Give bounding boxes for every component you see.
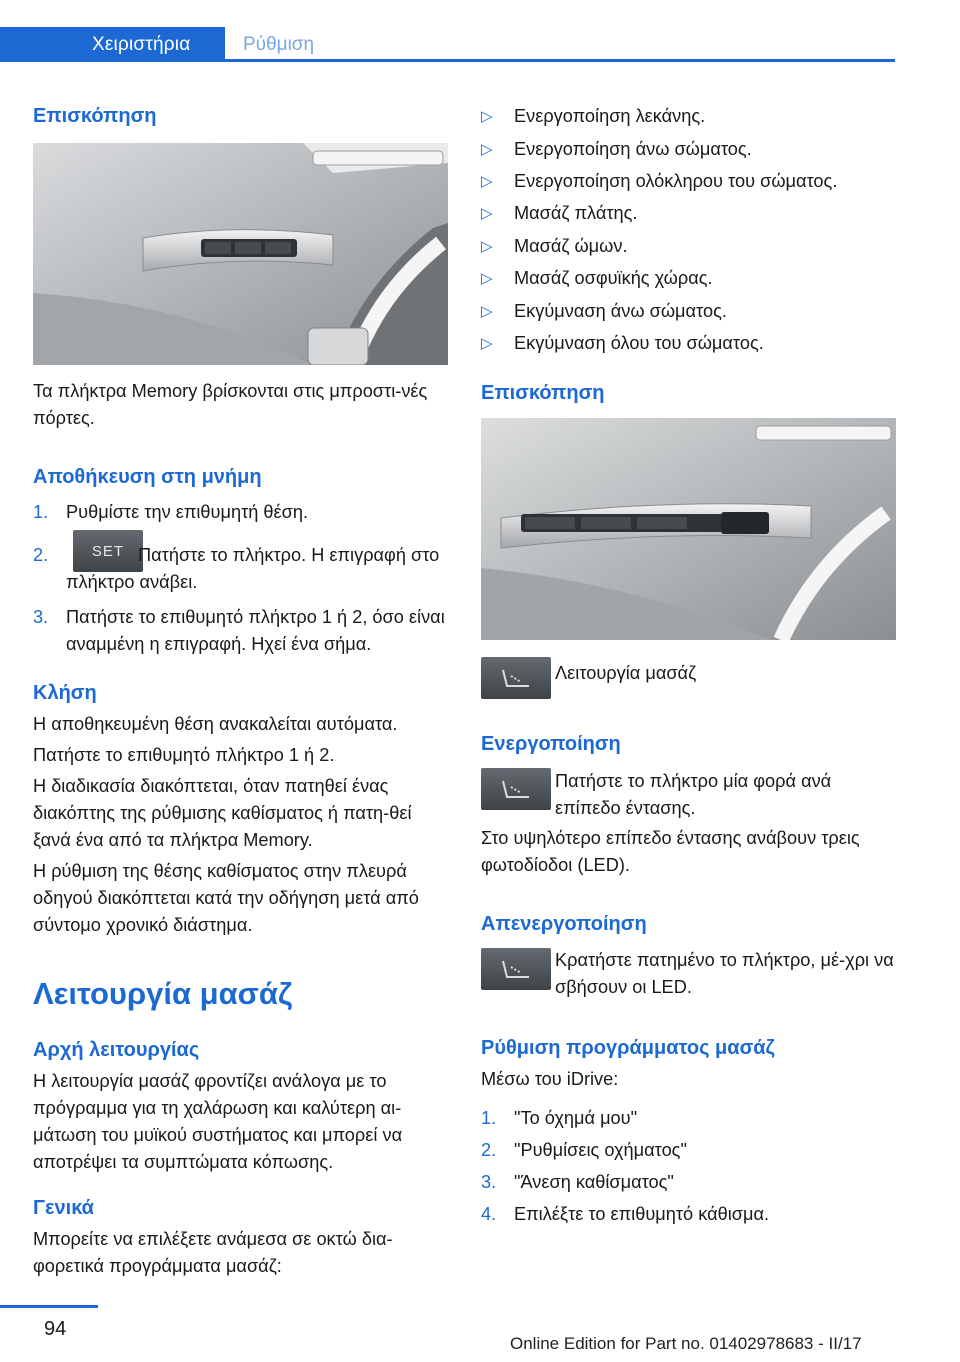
triangle-bullet-icon: ▷ xyxy=(481,205,493,222)
paragraph: Η ρύθμιση της θέσης καθίσματος στην πλευρά οδηγού διακόπτεται κατά την οδήγηση μετά από σύντομο χρονικό διάστημα. xyxy=(33,861,419,935)
list-text: Εκγύμναση άνω σώματος. xyxy=(514,301,727,321)
list-text: "Άνεση καθίσματος" xyxy=(514,1172,674,1192)
paragraph: Στο υψηλότερο επίπεδο έντασης ανάβουν τρεις φωτοδίοδοι (LED). xyxy=(481,828,860,875)
edition-note: Online Edition for Part no. 01402978683 - II/17 xyxy=(510,1334,862,1353)
triangle-bullet-icon: ▷ xyxy=(481,173,493,190)
paragraph: Πατήστε το πλήκτρο μία φορά ανά επίπεδο έντασης. xyxy=(555,771,832,818)
list-number: 1. xyxy=(481,1108,497,1128)
list-number: 1. xyxy=(33,502,49,522)
photo-caption: Τα πλήκτρα Memory βρίσκονται στις μπροστι‐νές πόρτες. xyxy=(33,381,428,428)
massage-icon xyxy=(481,657,551,699)
triangle-bullet-icon: ▷ xyxy=(481,303,493,320)
massage-icon xyxy=(481,948,551,990)
list-text: Ενεργοποίηση ολόκληρου του σώματος. xyxy=(514,171,838,191)
section-title-overview: Επισκόπηση xyxy=(33,105,157,127)
section-title-store: Αποθήκευση στη μνήμη xyxy=(33,466,262,488)
list-text: Ενεργοποίηση άνω σώματος. xyxy=(514,139,752,159)
list-text: Εκγύμναση όλου του σώματος. xyxy=(514,333,764,353)
list-item xyxy=(33,530,448,600)
icon-caption: Λειτουργία μασάζ xyxy=(555,663,697,683)
paragraph: Η αποθηκευμένη θέση ανακαλείται αυτόματα. xyxy=(33,714,398,734)
section-title-program: Ρύθμιση προγράμματος μασάζ xyxy=(481,1037,775,1059)
list-text: Ενεργοποίηση λεκάνης. xyxy=(514,106,706,126)
list-text: Επιλέξτε το επιθυμητό κάθισμα. xyxy=(514,1204,770,1224)
paragraph: Μπορείτε να επιλέξετε ανάμεσα σε οκτώ δια‐φορετικά προγράμματα μασάζ: xyxy=(33,1229,393,1276)
section-title-deactivate: Απενεργοποίηση xyxy=(481,913,647,935)
header-rule xyxy=(0,59,895,62)
paragraph: Πατήστε το επιθυμητό πλήκτρο 1 ή 2. xyxy=(33,745,335,765)
list-number: 4. xyxy=(481,1204,497,1224)
section-title-recall: Κλήση xyxy=(33,682,97,704)
tab-settings[interactable]: Ρύθμιση xyxy=(243,34,315,55)
paragraph: Μέσω του iDrive: xyxy=(481,1069,619,1089)
tab-controls[interactable]: Χειριστήρια xyxy=(0,27,225,62)
list-text: Πατήστε το επιθυμητό πλήκτρο 1 ή 2, όσο είναι αναμμένη η επιγραφή. Ηχεί ένα σήμα. xyxy=(66,607,445,654)
list-text: Μασάζ ώμων. xyxy=(514,236,628,256)
list-number: 3. xyxy=(481,1172,497,1192)
section-title-activate: Ενεργοποίηση xyxy=(481,733,621,755)
triangle-bullet-icon: ▷ xyxy=(481,335,493,352)
section-title-general: Γενικά xyxy=(33,1197,94,1219)
set-button-label: SET xyxy=(91,542,125,560)
list-number: 2. xyxy=(481,1140,497,1160)
paragraph: Κρατήστε πατημένο το πλήκτρο, μέ‐χρι να σβήσουν οι LED. xyxy=(555,950,894,997)
section-title-principle: Αρχή λειτουργίας xyxy=(33,1039,200,1061)
triangle-bullet-icon: ▷ xyxy=(481,141,493,158)
list-text: "Το όχημά μου" xyxy=(514,1108,638,1128)
list-text: Μασάζ πλάτης. xyxy=(514,203,638,223)
door-massage-button-photo xyxy=(481,418,896,640)
header-tabs xyxy=(0,0,960,62)
triangle-bullet-icon: ▷ xyxy=(481,270,493,287)
list-text: Πατήστε το πλήκτρο. Η επιγραφή στο πλήκτρο ανάβει. xyxy=(66,545,440,592)
chapter-title-massage: Λειτουργία μασάζ xyxy=(33,976,293,1011)
paragraph: Η λειτουργία μασάζ φροντίζει ανάλογα με το πρόγραμμα για τη χαλάρωση και καλύτερη αι‐μάτωση του μυϊκού συστήματος και μπορεί να αποτρέψει τα συμπτώματα κόπωσης. xyxy=(33,1071,403,1172)
list-number: 2. xyxy=(33,545,49,565)
massage-icon xyxy=(481,768,551,810)
paragraph: Η διαδικασία διακόπτεται, όταν πατηθεί ένας διακόπτης της ρύθμισης καθίσματος ή πατη‐θεί ξανά ένα από τα πλήκτρα Memory. xyxy=(33,776,412,850)
list-number: 3. xyxy=(33,607,49,627)
list-text: "Ρυθμίσεις οχήματος" xyxy=(514,1140,687,1160)
triangle-bullet-icon: ▷ xyxy=(481,108,493,125)
list-text: Ρυθμίστε την επιθυμητή θέση. xyxy=(66,502,309,522)
door-memory-buttons-photo xyxy=(33,143,448,365)
page-number: 94 xyxy=(44,1318,67,1340)
triangle-bullet-icon: ▷ xyxy=(481,238,493,255)
section-title-overview: Επισκόπηση xyxy=(481,382,605,404)
list-text: Μασάζ οσφυϊκής χώρας. xyxy=(514,268,713,288)
footer-rule xyxy=(0,1305,98,1308)
